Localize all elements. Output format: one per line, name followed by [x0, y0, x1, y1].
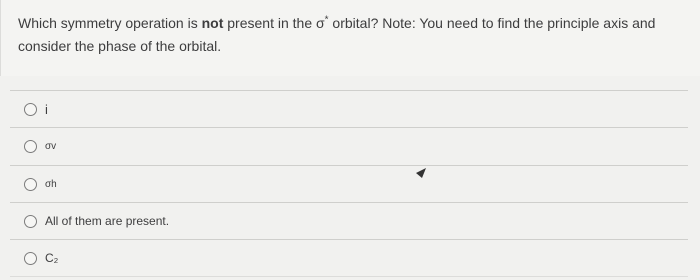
option-sigma-h[interactable] [10, 165, 688, 202]
mouse-pointer-icon [416, 168, 426, 178]
question-suffix: orbital? Note: You need to find the principle axis and consider the phase of the orbital. [18, 15, 656, 54]
option-c2[interactable] [10, 239, 688, 276]
option-label: σv [45, 140, 57, 152]
option-all-present[interactable] [10, 202, 688, 239]
question-text [18, 12, 678, 58]
question-middle: present in the σ [223, 15, 325, 31]
question-emphasis: not [201, 15, 224, 31]
bottom-divider [10, 276, 688, 277]
radio-button[interactable] [24, 140, 37, 153]
option-label: All of them are present. [45, 214, 170, 228]
option-label: i [45, 101, 48, 117]
question-prefix: Which symmetry operation is [18, 15, 202, 31]
option-i[interactable] [10, 90, 688, 127]
question-superscript: * [324, 14, 329, 26]
option-label: σh [45, 178, 57, 190]
radio-button[interactable] [24, 252, 37, 265]
radio-button[interactable] [24, 215, 37, 228]
answer-options [10, 90, 690, 278]
option-sigma-v[interactable] [10, 127, 688, 164]
radio-button[interactable] [24, 103, 37, 116]
option-label: C₂ [45, 251, 59, 265]
question-panel [0, 0, 700, 76]
radio-button[interactable] [24, 178, 37, 191]
